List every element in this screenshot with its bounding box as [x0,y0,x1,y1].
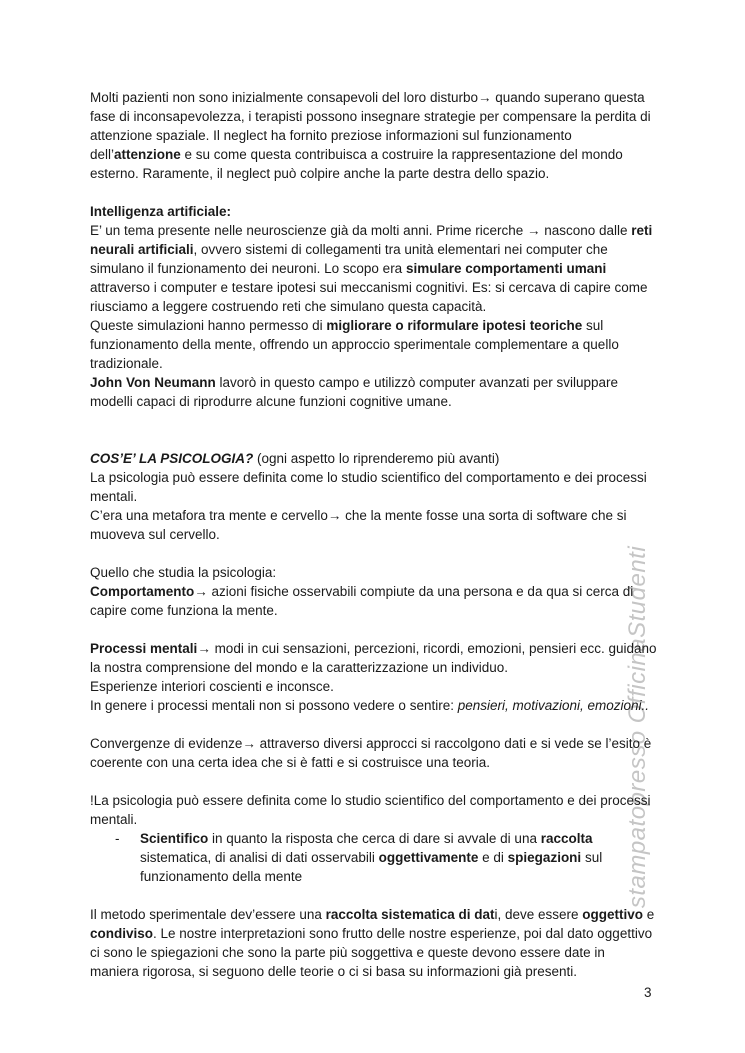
text-run: → modi in cui sensazioni, percezioni, ricordi, emozioni, pensieri ecc. guidano la nostra comprensione del mondo e la caratterizzazione un individuo. [90,641,657,675]
text-run: sul funzionamento della mente [140,850,603,884]
list-item-scientifico [90,829,657,886]
list-item-text [140,829,657,886]
text-run: e su come questa contribuisca a costruire la rappresentazione del mondo esterno. Raramente, il neglect può colpire anche la parte destra dello spazio. [90,147,623,181]
heading-cose-la-psicologia [90,449,657,468]
text-run: → azioni fisiche osservabili compiute da una persona e da qua si cerca di capire come funziona la mente. [90,584,634,618]
text-run: raccolta [540,831,593,846]
text-run: pensieri, motivazioni, emozioni.. [457,698,650,713]
text-run: La psicologia può essere definita come lo studio scientifico del comportamento e dei processi mentali. [90,470,647,504]
text-run: C’era una metafora tra mente e cervello→ che la mente fosse una sorta di software che si muoveva sul cervello. [90,508,627,542]
text-run: (ogni aspetto lo riprenderemo più avanti) [253,451,500,466]
text-run: Esperienze interiori coscienti e inconsce. [90,679,334,694]
text-run: in quanto la risposta che cerca di dare si avvale di una [208,831,541,846]
text-run: attraverso i computer e testare ipotesi sui meccanismi cognitivi. Es: si cercava di capire come riusciamo a leggere costruendo reti che simulano questa capacità. [90,280,648,314]
text-run: Processi mentali [90,641,198,656]
paragraph-metafora [90,506,657,544]
text-run: COS’E’ LA PSICOLOGIA? [90,451,254,466]
paragraph-convergenze [90,734,657,772]
paragraph-esperienze [90,677,657,696]
text-run: Intelligenza artificiale: [90,204,232,219]
watermark: stampatopresso OfficinaStudenti [624,545,651,909]
text-run: Comportamento [90,584,195,599]
text-run: In genere i processi mentali non si possono vedere o sentire: [90,698,458,713]
paragraph-neglect [90,88,657,183]
text-run: Queste simulazioni hanno permesso di [90,318,327,333]
paragraph-definizione [90,468,657,506]
paragraph-comportamento [90,582,657,620]
text-run: sistematica, di analisi di dati osservabili [140,850,379,865]
text-run: reti neurali artificiali [90,223,653,257]
paragraph-definizione-ripresa [90,791,657,829]
document-content [90,88,657,981]
text-run: spiegazioni [507,850,582,865]
heading-intelligenza-artificiale [90,202,657,221]
text-run: simulare comportamenti umani [405,261,607,276]
bullet-marker: - [115,831,120,846]
paragraph-reti-neurali [90,221,657,316]
text-run: migliorare o riformulare ipotesi teoriche [326,318,583,333]
text-run: lavorò in questo campo e utilizzò computer avanzati per sviluppare modelli capaci di riprodurre alcune funzioni cognitive umane. [90,375,618,409]
paragraph-quello-che-studia [90,563,657,582]
text-run: John Von Neumann [90,375,216,390]
text-run: , ovvero sistemi di collegamenti tra unità elementari nei computer che simulano il funzionamento dei neuroni. Lo scopo era [90,242,608,276]
paragraph-processi-mentali [90,639,657,677]
text-run: oggettivo [582,907,644,922]
text-run: Scientifico [140,831,209,846]
text-run: Molti pazienti non sono inizialmente consapevoli del loro disturbo→ quando superano questa fase di inconsapevolezza, i terapisti possono insegnare strategie per compensare la perdita di attenzione spaziale. Il neglect ha fornito preziose informazioni sul funzionamento dell’ [90,90,651,162]
text-run: Quello che studia la psicologia: [90,565,277,580]
text-run: !La psicologia può essere definita come lo studio scientifico del comportamento e dei processi mentali. [90,793,651,827]
text-run: e [643,907,655,922]
page-number: 3 [644,985,652,1000]
text-run: E’ un tema presente nelle neuroscienze già da molti anni. Prime ricerche → nascono dalle [90,223,632,238]
text-run: condiviso [90,926,154,941]
text-run: i, deve essere [494,907,583,922]
text-run: . Le nostre interpretazioni sono frutto delle nostre esperienze, poi dal dato oggettivo ci sono le spiegazioni che sono la parte più soggettiva e queste devono essere date in maniera rigorosa, si seguono delle teorie o ci si basa su informazioni già presenti. [90,926,653,979]
text-run: Il metodo sperimentale dev’essere una [90,907,326,922]
paragraph-simulazioni [90,316,657,373]
text-run: raccolta sistematica di dat [325,907,495,922]
text-run: attenzione [114,147,181,162]
text-run: Convergenze di evidenze→ attraverso diversi approcci si raccolgono dati e si vede se l’esito è coerente con una certa idea che si è fatti e si costruisce una teoria. [90,736,652,770]
text-run: oggettivamente [378,850,479,865]
paragraph-metodo-sperimentale [90,905,657,981]
text-run: e di [478,850,508,865]
text-run: sul funzionamento della mente, offrendo un approccio sperimentale complementare a quello tradizionale. [90,318,619,371]
paragraph-in-genere [90,696,657,715]
paragraph-von-neumann [90,373,657,411]
